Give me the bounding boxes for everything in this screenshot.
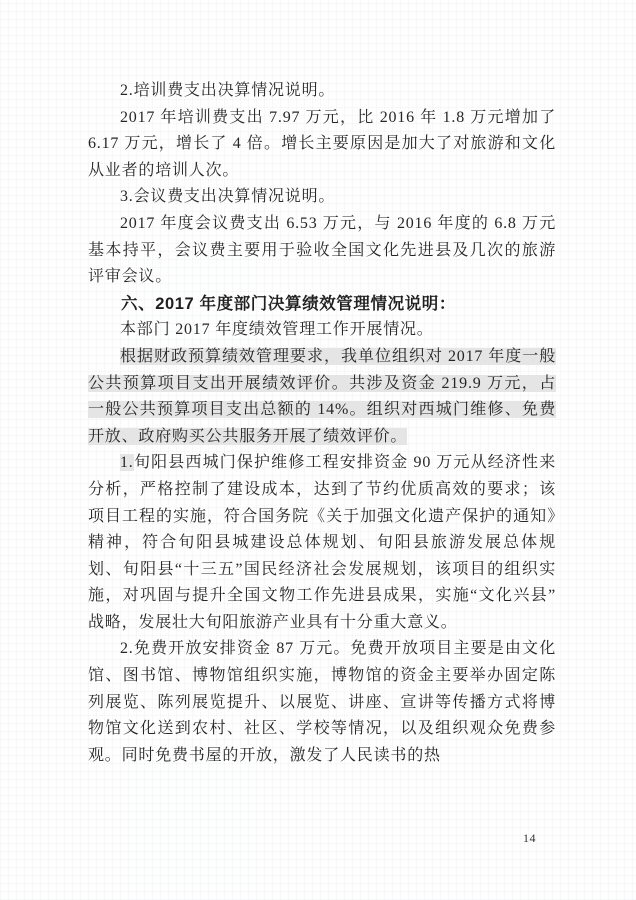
para-training-fee-detail: 2017 年培训费支出 7.97 万元，比 2016 年 1.8 万元增加了 6.17 万元，增长了 4 倍。增长主要原因是加大了对旅游和文化从业者的培训人次。: [88, 108, 556, 179]
para-training-fee-title: 2.培训费支出决算情况说明。: [120, 82, 336, 99]
para-performance-work-intro: 本部门 2017 年度绩效管理工作开展情况。: [120, 321, 434, 339]
highlighted-text: 根据财政预算绩效管理要求，我单位组织对 2017 年度一般公共预算项目支出开展绩效评价。共涉及资金 219.9 万元，占一般公共预算项目支出总额的 14%。组织对西城门维修、免费开放、政府购买公共服务开展了绩效评价。: [88, 347, 556, 445]
page-number: 14: [523, 831, 536, 845]
page-content: [88, 78, 556, 769]
para-west-gate-project: [88, 450, 556, 636]
para-free-opening-project: 2.免费开放安排资金 87 万元。免费开放项目主要是由文化馆、图书馆、博物馆组织实施，博物馆的资金主要举办固定陈列展览、陈列展览提升、以展览、讲座、宣讲等传播方式将博物馆文化送到农村、社区、学校等情况，以及组织观众免费参观。同时免费书屋的开放，激发了人民读书的热: [88, 640, 556, 764]
highlighted-list-number: 1.: [120, 454, 134, 472]
para-meeting-fee-title: 3.会议费支出决算情况说明。: [120, 188, 336, 206]
para-performance-evaluation-highlighted: [88, 344, 556, 450]
para-meeting-fee-detail: 2017 年度会议费支出 6.53 万元，与 2016 年度的 6.8 万元基本持平，会议费主要用于验收全国文化先进县及几次的旅游评审会议。: [88, 214, 556, 286]
para-west-gate-project-text: 旬阳县西城门保护维修工程安排资金 90 万元从经济性来分析，严格控制了建设成本，达到了节约优质高效的要求；该项目工程的实施，符合国务院《关于加强文化遗产保护的通知》精神，符合旬阳县城建设总体规划、旬阳县旅游发展总体规划、旬阳县“十三五”国民经济社会发展规划，该项目的组织实施，对巩固与提升全国文物工作先进县成果，实施“文化兴县”战略，发展壮大旬阳旅游产业具有十分重大意义。: [88, 454, 556, 631]
section-heading-performance-management: 六、2017 年度部门决算绩效管理情况说明：: [121, 294, 456, 313]
